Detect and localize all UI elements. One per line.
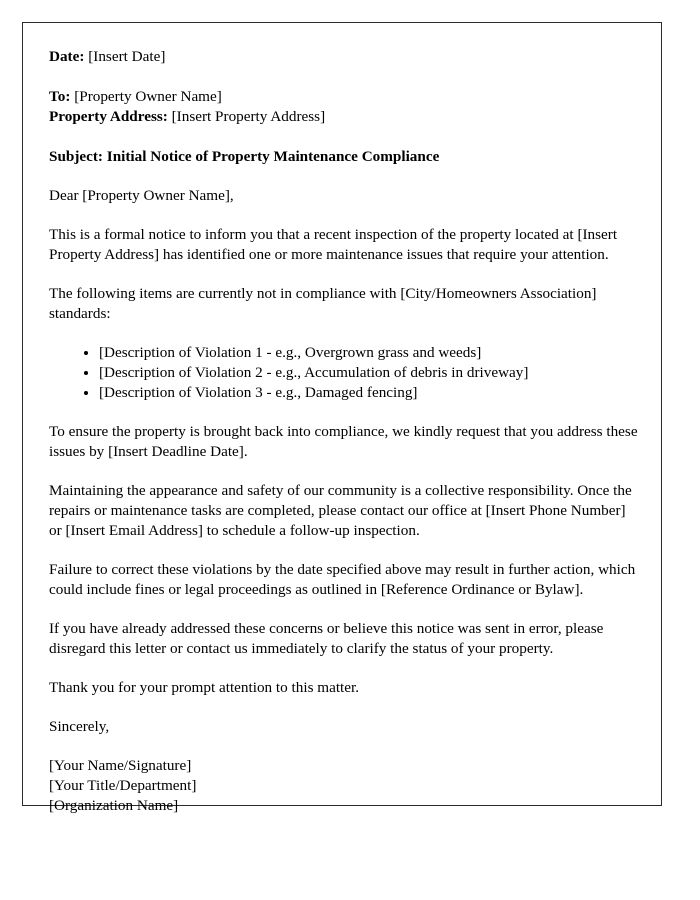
salutation: Dear [Property Owner Name], [49, 187, 234, 204]
paragraph-community-responsibility: Maintaining the appearance and safety of our community is a collective responsibility. Once the repairs or maintenance tasks are completed, please contact our office at [Insert Phone Number] or [Insert Email Address] to schedule a follow-up inspection. [49, 482, 632, 539]
violations-list [49, 343, 639, 403]
spacer [49, 698, 639, 717]
spacer [49, 737, 639, 756]
paragraph-failure-consequences: Failure to correct these violations by the date specified above may result in further action, which could include fines or legal proceedings as outlined in [Reference Ordinance or Bylaw]. [49, 561, 636, 598]
signature-organization: [Organization Name] [49, 797, 179, 814]
paragraph-noncompliance-intro: The following items are currently not in compliance with [City/Homeowners Association] standards: [49, 285, 597, 322]
paragraph-inspection-notice: This is a formal notice to inform you that a recent inspection of the property located at [Insert Property Address] has identified one or more maintenance issues that require your attention. [49, 226, 618, 263]
spacer [49, 600, 639, 619]
list-item: • [Description of Violation 2 - e.g., Accumulation of debris in driveway] [99, 363, 639, 383]
spacer [49, 659, 639, 678]
document-page [22, 22, 662, 814]
spacer [49, 541, 639, 560]
letter-body [49, 47, 639, 816]
to-value: [Property Owner Name] [74, 88, 222, 105]
subject-line: Subject: Initial Notice of Property Maintenance Compliance [49, 148, 440, 165]
property-address-line [49, 107, 639, 127]
list-item: • [Description of Violation 3 - e.g., Damaged fencing] [99, 383, 639, 403]
signature-block [49, 756, 639, 816]
to-label: To: [49, 88, 71, 105]
property-address-label: Property Address: [49, 108, 168, 125]
paragraph-deadline-request: To ensure the property is brought back into compliance, we kindly request that you address these issues by [Insert Deadline Date]. [49, 423, 638, 460]
date-line [49, 47, 639, 67]
spacer [49, 127, 639, 147]
closing: Sincerely, [49, 718, 110, 735]
recipient-line [49, 87, 639, 107]
spacer [49, 265, 639, 284]
spacer [49, 324, 639, 343]
paragraph-thank-you: Thank you for your prompt attention to this matter. [49, 679, 360, 696]
spacer [49, 206, 639, 225]
spacer [49, 167, 639, 186]
property-address-value: [Insert Property Address] [171, 108, 326, 125]
date-value: [Insert Date] [88, 48, 166, 65]
spacer [49, 67, 639, 87]
paragraph-already-addressed: If you have already addressed these concerns or believe this notice was sent in error, please disregard this letter or contact us immediately to clarify the status of your property. [49, 620, 604, 657]
date-label: Date: [49, 48, 85, 65]
spacer [49, 462, 639, 481]
signature-name: [Your Name/Signature] [49, 757, 192, 774]
signature-title: [Your Title/Department] [49, 777, 197, 794]
spacer [49, 403, 639, 422]
list-item: • [Description of Violation 1 - e.g., Overgrown grass and weeds] [99, 343, 639, 363]
